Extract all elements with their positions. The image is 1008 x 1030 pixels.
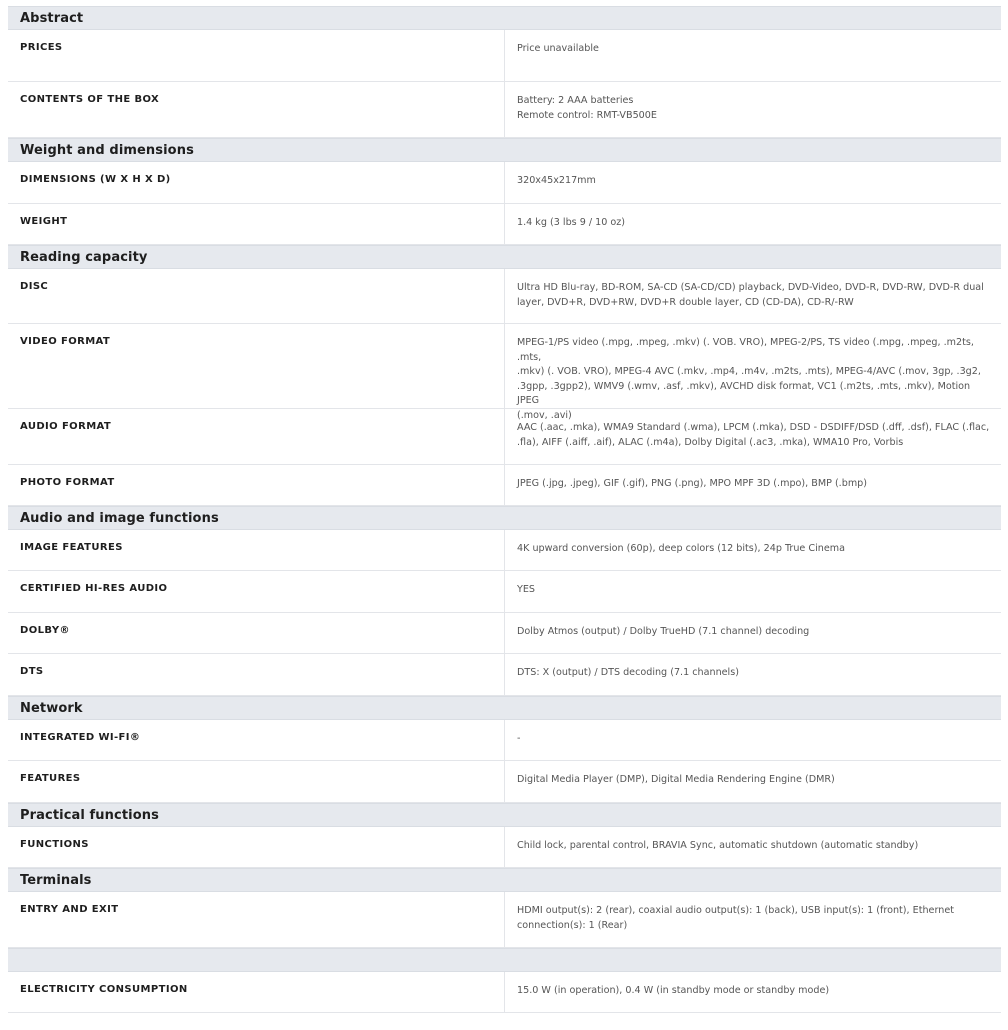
spec-value: [505, 162, 1001, 203]
spec-label: ELECTRICITY CONSUMPTION: [8, 972, 505, 1012]
spec-label: VIDEO FORMAT: [8, 324, 505, 408]
spec-value-line: .mkv) (. VOB. VRO), MPEG-4 AVC (.mkv, .mp4, .m4v, .m2ts, .mts), MPEG-4/AVC (.mov, 3gp, .3g2,: [517, 366, 981, 377]
spec-value: [505, 30, 1001, 81]
dts-row: [8, 654, 1001, 696]
spec-value-line: DTS: X (output) / DTS decoding (7.1 channels): [517, 667, 739, 678]
functions-row: [8, 827, 1001, 868]
spec-label: ENTRY AND EXIT: [8, 892, 505, 947]
spec-label: DIMENSIONS (W X H X D): [8, 162, 505, 203]
spec-value: [505, 204, 1001, 244]
section-title: Practical functions: [20, 807, 159, 823]
spec-value-line: JPEG (.jpg, .jpeg), GIF (.gif), PNG (.png), MPO MPF 3D (.mpo), BMP (.bmp): [517, 478, 868, 489]
spec-label: FUNCTIONS: [8, 827, 505, 867]
spec-label: INTEGRATED WI-FI®: [8, 720, 505, 760]
spec-label: IMAGE FEATURES: [8, 530, 505, 570]
spec-value: [505, 613, 1001, 653]
audio-format-row: [8, 409, 1001, 465]
integrated-wifi-row: [8, 720, 1001, 761]
section-title: Audio and image functions: [20, 510, 219, 526]
contents-of-the-box-row: [8, 82, 1001, 138]
spec-label: PRICES: [8, 30, 505, 81]
spec-value: [505, 827, 1001, 867]
spec-value-line: Child lock, parental control, BRAVIA Sync, automatic shutdown (automatic standby): [517, 840, 919, 851]
entry-and-exit-row: [8, 892, 1001, 948]
section-title: Weight and dimensions: [20, 142, 194, 158]
image-features-row: [8, 530, 1001, 571]
spec-value: [505, 324, 1001, 421]
section-reading-capacity-header: [8, 245, 1001, 269]
section-weight-and-dimensions-header: [8, 138, 1001, 162]
spec-value-line: .3gpp, .3gpp2), WMV9 (.wmv, .asf, .mkv), AVCHD disk format, VC1 (.m2ts, .mts, .mkv), Motion JPEG: [517, 380, 971, 406]
spec-value-line: .fla), AIFF (.aiff, .aif), ALAC (.m4a), Dolby Digital (.ac3, .mka), WMA10 Pro, Vorbis: [517, 436, 904, 448]
spec-table: [8, 6, 1001, 1013]
disc-row: [8, 269, 1001, 324]
spec-label: FEATURES: [8, 761, 505, 802]
spec-value: [505, 761, 1001, 802]
spec-value-line: Remote control: RMT-VB500E: [517, 109, 657, 121]
section-practical-functions-header: [8, 803, 1001, 827]
spec-value-line: 1.4 kg (3 lbs 9 / 10 oz): [517, 217, 626, 228]
spec-value-line: Battery: 2 AAA batteries: [517, 95, 634, 106]
spec-label: PHOTO FORMAT: [8, 465, 505, 505]
spec-label: DISC: [8, 269, 505, 323]
spec-value: [505, 82, 1001, 137]
spec-label: DOLBY®: [8, 613, 505, 653]
spec-value-line: 15.0 W (in operation), 0.4 W (in standby mode or standby mode): [517, 985, 830, 996]
spec-value-line: Dolby Atmos (output) / Dolby TrueHD (7.1 channel) decoding: [517, 626, 810, 637]
section-abstract-header: [8, 6, 1001, 30]
section-terminals-header: [8, 868, 1001, 892]
spec-value: [505, 571, 1001, 612]
section-audio-and-image-functions-header: [8, 506, 1001, 530]
section-title: Reading capacity: [20, 249, 148, 265]
spec-label: AUDIO FORMAT: [8, 409, 505, 464]
spec-label: WEIGHT: [8, 204, 505, 244]
spec-label: DTS: [8, 654, 505, 695]
spec-value-line: AAC (.aac, .mka), WMA9 Standard (.wma), LPCM (.mka), DSD - DSDIFF/DSD (.dff, .dsf), FLAC (.flac,: [517, 422, 990, 433]
section-title: Terminals: [20, 872, 92, 888]
electricity-consumption-row: [8, 972, 1001, 1013]
spec-label: CERTIFIED HI-RES AUDIO: [8, 571, 505, 612]
photo-format-row: [8, 465, 1001, 506]
section-untitled-header: [8, 948, 1001, 972]
spec-value: [505, 972, 1001, 1012]
certified-hi-res-audio-row: [8, 571, 1001, 613]
video-format-row: [8, 324, 1001, 421]
spec-value-line: (.mov, .avi): [517, 409, 572, 421]
spec-value-line: connection(s): 1 (Rear): [517, 919, 628, 931]
section-network-header: [8, 696, 1001, 720]
spec-value-line: -: [517, 733, 521, 744]
spec-value-line: Price unavailable: [517, 43, 599, 54]
spec-value-line: HDMI output(s): 2 (rear), coaxial audio output(s): 1 (back), USB input(s): 1 (front), Ethernet: [517, 905, 954, 916]
spec-value: [505, 530, 1001, 570]
spec-value: [505, 654, 1001, 695]
spec-value-line: 4K upward conversion (60p), deep colors (12 bits), 24p True Cinema: [517, 543, 845, 554]
spec-value-line: YES: [517, 584, 536, 595]
spec-value: [505, 409, 1001, 464]
spec-label: CONTENTS OF THE BOX: [8, 82, 505, 137]
spec-value-line: 320x45x217mm: [517, 175, 596, 186]
section-title: Abstract: [20, 10, 84, 26]
weight-row: [8, 204, 1001, 245]
spec-value-line: layer, DVD+R, DVD+RW, DVD+R double layer, CD (CD-DA), CD-R/-RW: [517, 296, 854, 308]
section-title: Network: [20, 700, 83, 716]
spec-value: [505, 720, 1001, 760]
spec-value-line: Digital Media Player (DMP), Digital Media Rendering Engine (DMR): [517, 774, 835, 785]
spec-value: [505, 269, 1001, 323]
spec-value-line: Ultra HD Blu-ray, BD-ROM, SA-CD (SA-CD/CD) playback, DVD-Video, DVD-R, DVD-RW, DVD-R dual: [517, 282, 984, 293]
spec-value-line: MPEG-1/PS video (.mpg, .mpeg, .mkv) (. VOB. VRO), MPEG-2/PS, TS video (.mpg, .mpeg, .m2ts, .mts,: [517, 337, 974, 363]
spec-value: [505, 892, 1001, 947]
dolby-row: [8, 613, 1001, 654]
spec-value: [505, 465, 1001, 505]
prices-row: [8, 30, 1001, 82]
dimensions-row: [8, 162, 1001, 204]
features-row: [8, 761, 1001, 803]
